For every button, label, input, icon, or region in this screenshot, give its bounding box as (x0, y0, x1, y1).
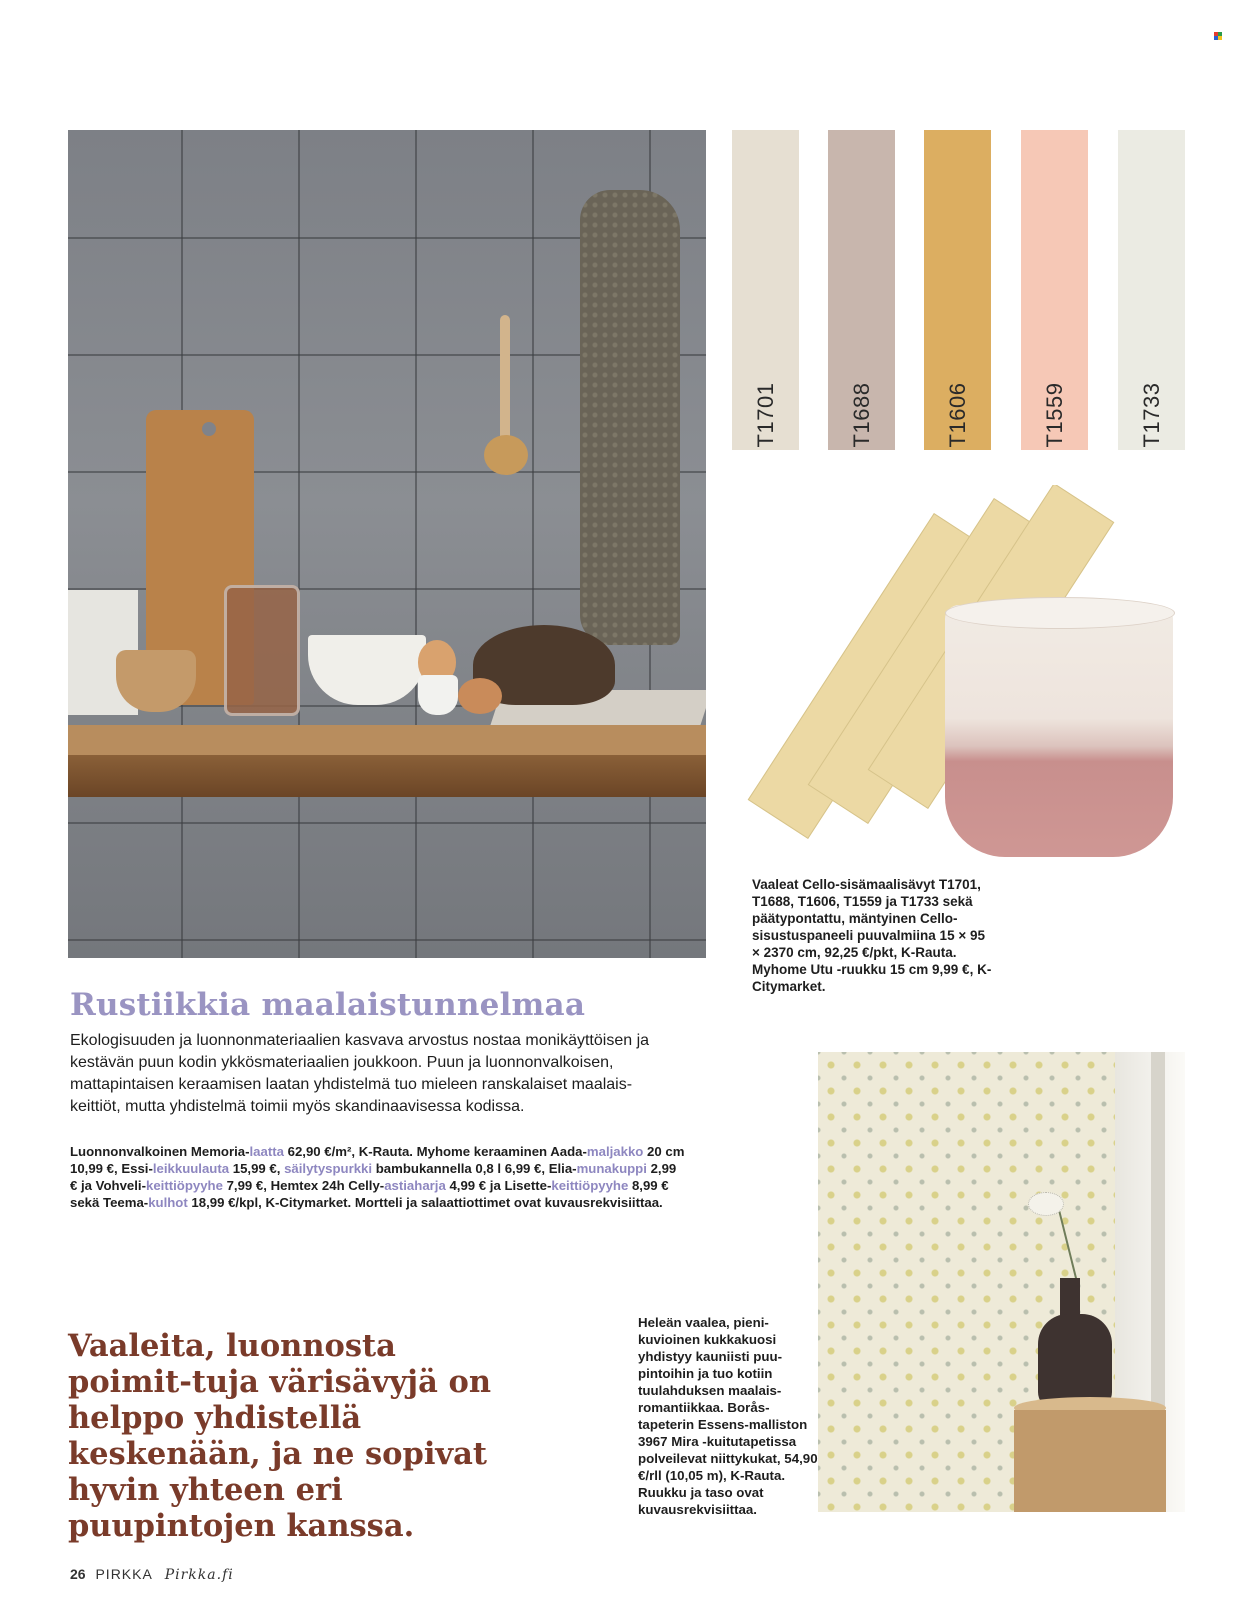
swatch-code: T1559 (1041, 382, 1067, 448)
cutting-board-hole (202, 422, 216, 436)
swatch-t1733 (1118, 130, 1185, 450)
product-highlight: maljakko (586, 1144, 644, 1159)
magazine-brand: PIRKKA (95, 1566, 153, 1582)
dark-vase (1038, 1314, 1112, 1410)
flower-stem (1056, 1203, 1077, 1281)
product-text: 4,99 € ja Lisette- (445, 1178, 552, 1193)
mortar (116, 650, 196, 712)
product-highlight: kulhot (148, 1195, 188, 1210)
product-highlight: keittiöpyyhe (551, 1178, 629, 1193)
egg (458, 678, 502, 714)
swatch-code: T1688 (848, 382, 874, 448)
swatch-t1688 (828, 130, 895, 450)
dish-brush-handle (500, 315, 510, 450)
article-heading: Rustiikkia maalaistunnelmaa (70, 987, 586, 1023)
floral-wallpaper-photo (818, 1052, 1185, 1512)
flower (1028, 1192, 1064, 1216)
product-text: 20 cm 10,99 €, Essi- (70, 1144, 685, 1176)
paint-swatches (732, 130, 1185, 450)
product-highlight: laatta (249, 1144, 284, 1159)
swatch-t1559 (1021, 130, 1088, 450)
product-text: 8,99 € sekä Teema- (70, 1178, 669, 1210)
page-footer (70, 1566, 234, 1583)
swatch-code: T1733 (1138, 382, 1164, 448)
swatch-t1701 (732, 130, 799, 450)
page-number: 26 (70, 1566, 86, 1582)
swatch-t1606 (924, 130, 991, 450)
storage-jar (224, 585, 300, 716)
waffle-towel (580, 190, 680, 645)
product-highlight: keittiöpyyhe (145, 1178, 223, 1193)
swatch-code: T1701 (752, 382, 778, 448)
wood-panel-and-pot-photo (745, 485, 1185, 860)
corner-color-mark (1214, 32, 1222, 40)
product-text: bambukannella 0,8 l 6,99 €, Elia- (372, 1161, 577, 1176)
panel-caption: Vaaleat Cello-sisämaalisävyt T1701, T1688, T1606, T1559 ja T1733 sekä päätypontattu, mäntyinen Cello-sisustuspaneeli puuvalmiina 15 × 95 × 2370 cm, 92,25 €/pkt, K-Rauta. Myhome Utu -ruukku 15 cm 9,99 €, K-Citymarket. (752, 877, 992, 994)
product-text: 18,99 €/kpl, K-Citymarket. Mortteli ja salaattiottimet ovat kuvausrekvisiittaa. (187, 1195, 663, 1210)
product-text: 2,99 € ja Vohveli- (70, 1161, 677, 1193)
wood-stool (1014, 1410, 1166, 1512)
product-text: 7,99 €, Hemtex 24h Celly- (222, 1178, 385, 1193)
product-highlight: munakuppi (576, 1161, 647, 1176)
product-highlight: säilytyspurkki (284, 1161, 373, 1176)
swatch-code: T1606 (944, 382, 970, 448)
ceramic-pot-rim (945, 597, 1175, 629)
product-highlight: leikkuulauta (152, 1161, 230, 1176)
dish-brush-head (484, 435, 528, 475)
pull-quote: Vaaleita, luonnosta poimit-tuja värisävyjä on helppo yhdistellä keskenään, ja ne sopivat hyvin yhteen eri puupintojen kanssa. (68, 1328, 491, 1544)
magazine-url: Pirkka.fi (164, 1567, 234, 1583)
wooden-shelf-edge (68, 755, 706, 797)
kitchen-shelf-photo (68, 130, 706, 958)
product-list (70, 1143, 685, 1211)
wallpaper-caption: Heleän vaalea, pieni-kuvioinen kukkakuosi yhdistyy kauniisti puu-pintoihin ja tuo kotiin tuulahduksen maalais-romantiikkaa. Borås-tapeterin Essens-malliston 3967 Mira -kuitutapetissa polveilevat niittykukat, 54,90 €/rll (10,05 m), K-Rauta. Ruukku ja taso ovat kuvausrekvisiittaa. (638, 1315, 818, 1517)
product-text: Luonnonvalkoinen Memoria- (70, 1144, 250, 1159)
egg-cup (418, 675, 458, 715)
product-text: 62,90 €/m², K-Rauta. Myhome keraaminen Aada- (283, 1144, 587, 1159)
intro-paragraph: Ekologisuuden ja luonnonmateriaalien kasvava arvostus nostaa monikäyttöisen ja kestävän puun kodin ykkösmateriaalien joukkoon. Puun ja luonnonvalkoisen, mattapintaisen keraamisen laatan yhdistelmä tuo mieleen ranskalaiset maalais-keittiöt, mutta yhdistelmä toimii myös skandinaavisessa kodissa. (70, 1032, 650, 1115)
product-text: 15,99 €, (229, 1161, 285, 1176)
ceramic-pot (945, 605, 1173, 857)
product-highlight: astiaharja (384, 1178, 446, 1193)
wooden-shelf-top (68, 725, 706, 755)
